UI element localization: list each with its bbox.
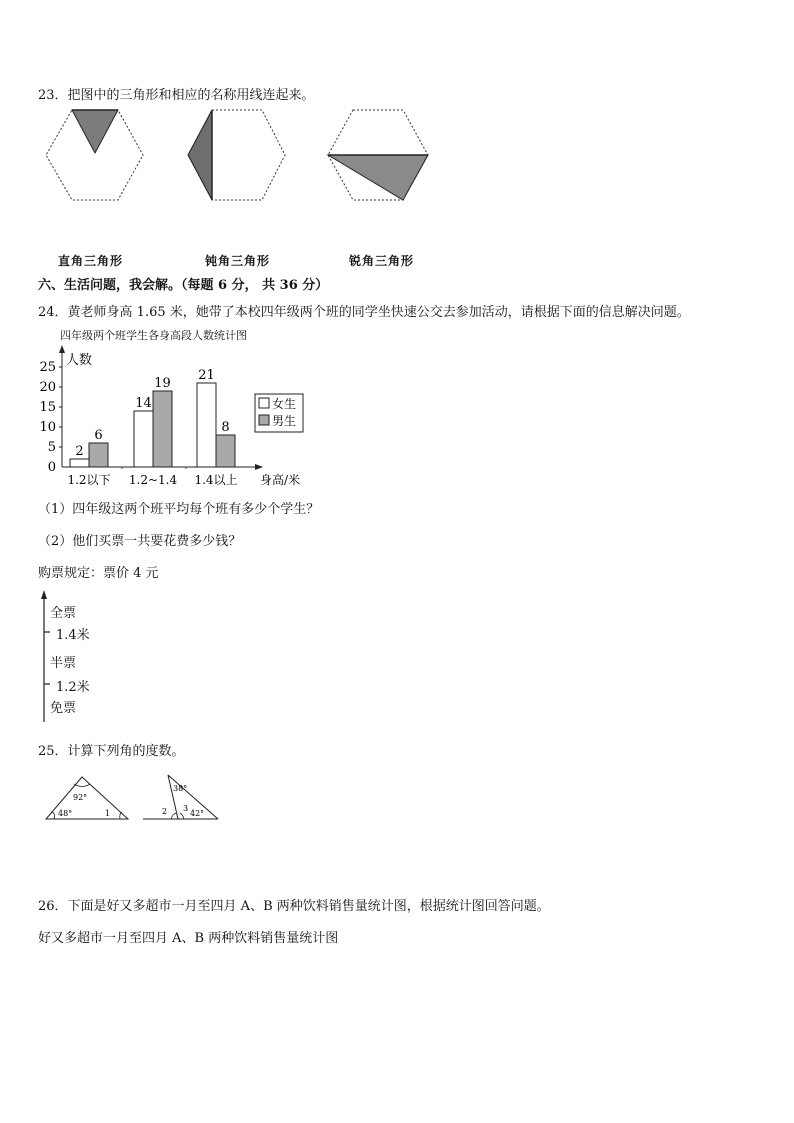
- chart-y-tick-label: 20: [39, 380, 56, 395]
- label-acute-triangle: 锐角三角形: [349, 254, 415, 268]
- chart-legend-swatch: [259, 415, 269, 425]
- chart-data-label: 21: [198, 368, 215, 383]
- chart-data-label: 14: [135, 396, 152, 411]
- q26-text: 26．下面是好又多超市一月至四月 A、B 两种饮料销售量统计图，根据统计图回答问题。: [38, 899, 550, 914]
- tri2-angle-2: 2: [162, 807, 168, 816]
- height-bar-chart: [30, 340, 320, 490]
- tri2-top-angle: 38°: [173, 784, 188, 793]
- ticket-mark-low: 1.2米: [56, 680, 90, 695]
- hexagon-3: [328, 110, 428, 200]
- chart-legend-swatch: [259, 398, 269, 408]
- q23-text: 23．把图中的三角形和相应的名称用线连起来。: [38, 88, 315, 103]
- chart-category-label: 1.2~1.4: [128, 473, 178, 487]
- section-6-title: 六、生活问题，我会解。（每题 6 分， 共 36 分）: [38, 278, 329, 293]
- chart-bar: [216, 435, 235, 467]
- chart-category-label: 1.4以上: [194, 473, 238, 487]
- tri1-right-angle: 1: [105, 809, 111, 818]
- q25-text: 25．计算下列角的度数。: [38, 744, 185, 759]
- chart-y-tick-label: 15: [39, 400, 56, 415]
- triangle-2: [143, 775, 218, 819]
- q26-chart-title: 好又多超市一月至四月 A、B 两种饮料销售量统计图: [38, 931, 339, 946]
- chart-y-tick-label: 10: [39, 420, 56, 435]
- label-right-triangle: 直角三角形: [58, 254, 124, 268]
- q24-sub2: （2）他们买票一共要花费多少钱？: [38, 534, 242, 549]
- chart-bar: [70, 459, 89, 467]
- chart-legend-label: 男生: [272, 414, 297, 428]
- chart-y-tick-label: 5: [47, 440, 56, 455]
- ticket-half: 半票: [50, 656, 77, 671]
- chart-data-label: 2: [75, 444, 84, 459]
- chart-xlabel: 身高/米: [260, 473, 301, 487]
- q24-text: 24．黄老师身高 1.65 米，她带了本校四年级两个班的同学坐快速公交去参加活动，请根据下面的信息解决问题。: [38, 305, 690, 320]
- tri2-angle-3: 3: [183, 804, 189, 813]
- q24-sub1: （1）四年级这两个班平均每个班有多少个学生？: [38, 502, 320, 517]
- chart-title: 四年级两个班学生各身高段人数统计图: [60, 329, 247, 342]
- triangle-1: [46, 777, 128, 819]
- tri2-angle-42: 42°: [190, 809, 205, 818]
- q23-hexagons: [40, 105, 440, 205]
- chart-bar: [134, 411, 153, 467]
- hexagon-1: [46, 110, 143, 200]
- chart-legend: [255, 394, 303, 432]
- chart-bar: [197, 383, 216, 467]
- chart-data-label: 6: [94, 428, 103, 443]
- chart-data-label: 8: [221, 420, 230, 435]
- chart-y-tick-label: 0: [47, 460, 56, 475]
- ticket-free: 免票: [50, 701, 77, 716]
- hexagon-2: [188, 110, 285, 200]
- chart-ylabel: 人数: [66, 353, 93, 368]
- chart-y-arrow: [59, 345, 65, 353]
- ticket-mark-high: 1.4米: [56, 628, 90, 643]
- label-obtuse-triangle: 钝角三角形: [205, 254, 271, 268]
- chart-category-label: 1.2以下: [67, 473, 111, 487]
- ticket-rule: 购票规定：票价 4 元: [38, 566, 159, 581]
- tri1-left-angle: 48°: [58, 809, 73, 818]
- q25-triangles: [40, 772, 240, 824]
- chart-legend-label: 女生: [272, 397, 297, 411]
- chart-data-label: 19: [154, 376, 171, 391]
- chart-bar: [153, 391, 172, 467]
- tri1-top-angle: 92°: [73, 793, 88, 802]
- chart-bar: [89, 443, 108, 467]
- chart-y-tick-label: 25: [39, 360, 56, 375]
- chart-x-arrow: [255, 464, 263, 470]
- ticket-full: 全票: [50, 606, 77, 621]
